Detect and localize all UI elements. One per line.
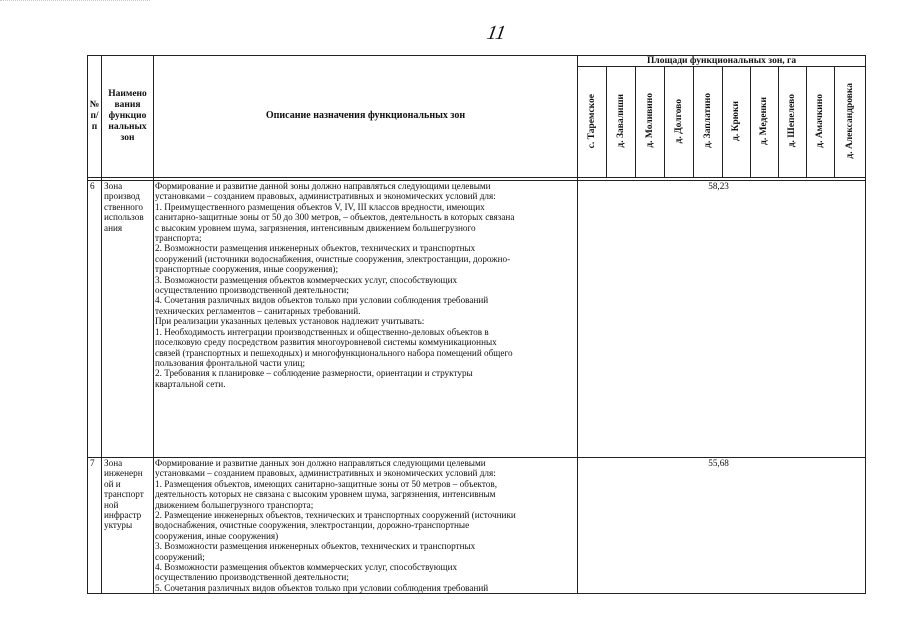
header-settlement: д. Завалиши <box>607 67 636 178</box>
row-description: Формирование и развитие данных зон должно направляться следующими целевыми установками – созданием правовых, административных и экономических условий для: 1. Размещения объектов, имеющих санитарно-защитные зоны от 50 метров – объектов, деятельность которых не связана с высоким уровнем шума, загрязнения, интенсивным движением большегрузного транспорта; 2. Размещение инженерных объектов, технических и транспортных сооружений (источники водоснабжения, очистные сооружения, электростанции, дорожно-транспортные сооружения, иные сооружения) 3. Возможности размещения инженерных объектов, технических и транспортных сооружений; 4. Возможности размещения объектов коммерческих услуг, способствующих осуществлению производственной деятельности; 5. Сочетания различных видов объектов только при условии соблюдения требований <box>154 458 578 594</box>
row-num: 7 <box>88 458 102 594</box>
header-name: Наимено вания функцио нальных зон <box>102 56 154 178</box>
header-settlement: д. Александровка <box>835 67 866 178</box>
header-row-top <box>88 56 866 67</box>
header-settlement: д. Амачкино <box>807 67 835 178</box>
header-areas-title: Площади функциональных зон, га <box>578 56 866 67</box>
header-num: № п/п <box>88 56 102 178</box>
header-settlement: д. Крюки <box>723 67 751 178</box>
header-settlement: д. Долгово <box>665 67 694 178</box>
table-row <box>88 181 866 458</box>
functional-zones-table <box>87 55 866 594</box>
row-zone-name: Зона производ ственного использов ания <box>102 181 154 458</box>
page-number: 11 <box>485 22 508 44</box>
row-area: 58,23 <box>578 181 866 458</box>
header-settlement: д. Заплатино <box>694 67 723 178</box>
header-settlement: с. Таремское <box>578 67 607 178</box>
row-zone-name: Зона инженерн ой и транспорт ной инфрастр уктуры <box>102 458 154 594</box>
table-row <box>88 458 866 594</box>
header-description: Описание назначения функциональных зон <box>154 56 578 178</box>
row-description: Формирование и развитие данной зоны должно направляться следующими целевыми установками – созданием правовых, административных и экономических условий для: 1. Преимущественного размещения объектов V, IV, III классов вредности, имеющих санитарно-защитные зоны от 50 до 300 метров, – объектов, деятельность в которых связана с высоким уровнем шума, загрязнения, интенсивным движением большегрузного транспорта; 2. Возможности размещения инженерных объектов, технических и транспортных сооружений (источники водоснабжения, очистные сооружения, электростанции, дорожно- транспортные сооружения, иные сооружения); 3. Возможности размещения объектов коммерческих услуг, способствующих осуществлению производственной деятельности; 4. Сочетания различных видов объектов только при условии соблюдения требований технических регламентов – санитарных требований. При реализации указанных целевых установок надлежит учитывать: 1. Необходимость интеграции производственных и общественно-деловых объектов в поселковую среду посредством развития многоуровневой системы коммуникационных связей (транспортных и пешеходных) и многофункционального набора помещений общего пользования фронтальной части улиц; 2. Требования к планировке – соблюдение размерности, ориентации и структуры квартальной сети. <box>154 181 578 458</box>
row-num: 6 <box>88 181 102 458</box>
header-settlement: д. Шепелево <box>779 67 807 178</box>
row-area: 55,68 <box>578 458 866 594</box>
header-settlement: д. Меденки <box>751 67 779 178</box>
scan-artifact-marks <box>0 0 150 3</box>
header-settlement: д. Моливино <box>636 67 665 178</box>
